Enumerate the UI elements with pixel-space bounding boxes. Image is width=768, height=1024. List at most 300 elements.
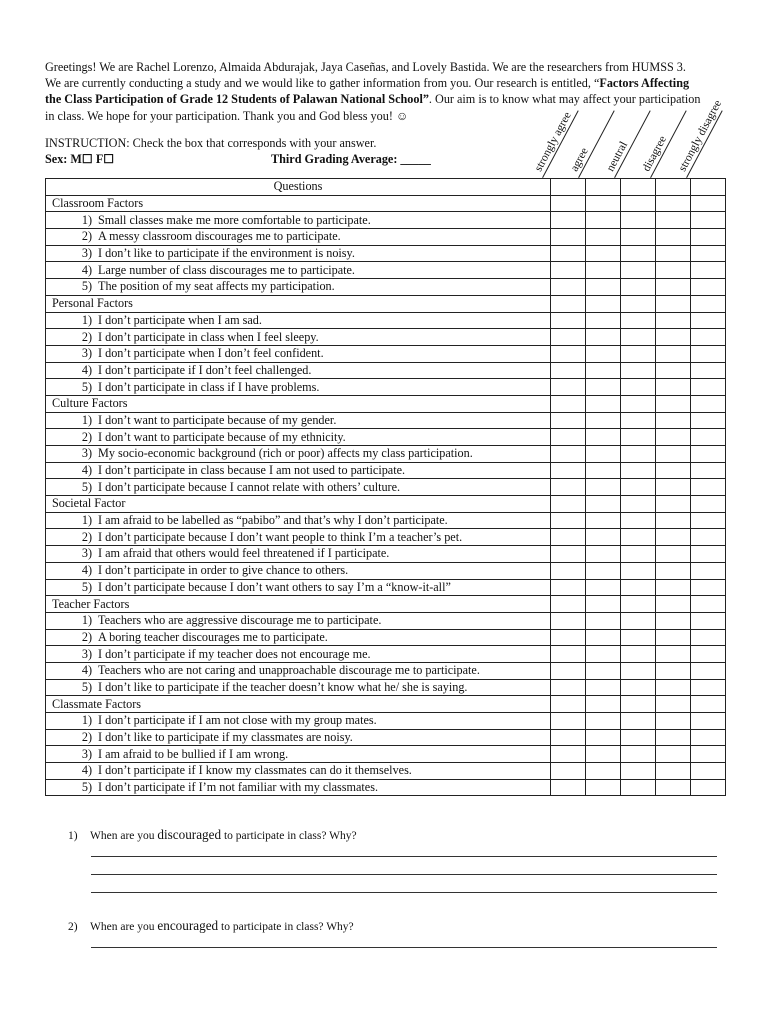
check-box[interactable] <box>621 746 656 763</box>
check-box[interactable] <box>621 245 656 262</box>
question-text: I am afraid that others would feel threatened if I participate. <box>98 546 390 561</box>
intro-line: Greetings! We are Rachel Lorenzo, Almaida Abdurajak, Jaya Caseñas, and Lovely Bastida. We are the researchers from HUMSS 3. <box>45 60 686 74</box>
column-header-cell <box>691 179 726 196</box>
check-box[interactable] <box>621 496 656 513</box>
check-box[interactable] <box>586 629 621 646</box>
column-header-cell <box>586 179 621 196</box>
section-row <box>46 496 726 513</box>
check-box[interactable] <box>656 679 691 696</box>
check-box[interactable] <box>656 412 691 429</box>
answer-line[interactable] <box>91 892 717 893</box>
check-box[interactable] <box>621 446 656 463</box>
question-row <box>46 462 726 479</box>
check-box[interactable] <box>656 763 691 780</box>
question-cell <box>46 562 551 579</box>
question-row <box>46 262 726 279</box>
check-box[interactable] <box>621 195 656 212</box>
check-box[interactable] <box>586 229 621 246</box>
check-box[interactable] <box>551 395 586 412</box>
check-box[interactable] <box>691 245 726 262</box>
check-box[interactable] <box>586 679 621 696</box>
check-box[interactable] <box>656 212 691 229</box>
question-cell <box>46 612 551 629</box>
check-box[interactable] <box>691 496 726 513</box>
check-box[interactable] <box>691 229 726 246</box>
check-box[interactable] <box>621 662 656 679</box>
check-box[interactable] <box>691 395 726 412</box>
check-box[interactable] <box>621 546 656 563</box>
sex-checkboxes[interactable]: Sex: M☐ F☐ <box>45 152 115 166</box>
question-row <box>46 779 726 796</box>
question-cell <box>46 345 551 362</box>
likert-table <box>45 178 726 796</box>
check-box[interactable] <box>621 579 656 596</box>
question-number: 4) <box>81 463 92 478</box>
check-box[interactable] <box>621 262 656 279</box>
intro-line: in class. We hope for your participation. Thank you and God bless you! ☺ <box>45 108 409 123</box>
check-box[interactable] <box>691 279 726 296</box>
question-row <box>46 679 726 696</box>
check-box[interactable] <box>586 279 621 296</box>
question-number: 5) <box>81 780 92 795</box>
question-number: 4) <box>81 262 92 277</box>
question-text: A boring teacher discourages me to participate. <box>98 629 328 644</box>
check-box[interactable] <box>551 379 586 396</box>
question-cell <box>46 379 551 396</box>
check-box[interactable] <box>551 345 586 362</box>
check-box[interactable] <box>656 345 691 362</box>
check-box[interactable] <box>586 329 621 346</box>
open-question-text: to participate in class? Why? <box>218 921 354 933</box>
check-box[interactable] <box>691 646 726 663</box>
check-box[interactable] <box>621 279 656 296</box>
check-box[interactable] <box>586 345 621 362</box>
check-box[interactable] <box>656 512 691 529</box>
open-question <box>68 918 354 934</box>
question-number: 2) <box>81 629 92 644</box>
question-cell <box>46 446 551 463</box>
question-row <box>46 229 726 246</box>
question-cell <box>46 279 551 296</box>
check-box[interactable] <box>691 479 726 496</box>
check-box[interactable] <box>586 512 621 529</box>
check-box[interactable] <box>656 262 691 279</box>
check-box[interactable] <box>551 679 586 696</box>
check-box[interactable] <box>551 596 586 613</box>
check-box[interactable] <box>656 779 691 796</box>
check-box[interactable] <box>586 412 621 429</box>
check-box[interactable] <box>691 696 726 713</box>
check-box[interactable] <box>621 713 656 730</box>
check-box[interactable] <box>621 212 656 229</box>
check-box[interactable] <box>656 295 691 312</box>
question-cell <box>46 579 551 596</box>
check-box[interactable] <box>691 729 726 746</box>
check-box[interactable] <box>621 329 656 346</box>
question-number: 3) <box>81 546 92 561</box>
check-box[interactable] <box>691 596 726 613</box>
question-text: A messy classroom discourages me to participate. <box>98 229 341 244</box>
column-header-cell <box>656 179 691 196</box>
check-box[interactable] <box>551 779 586 796</box>
check-box[interactable] <box>551 696 586 713</box>
check-box[interactable] <box>586 696 621 713</box>
check-box[interactable] <box>621 596 656 613</box>
check-box[interactable] <box>656 362 691 379</box>
question-number: 3) <box>81 746 92 761</box>
check-box[interactable] <box>691 746 726 763</box>
question-number: 2) <box>81 229 92 244</box>
check-box[interactable] <box>586 295 621 312</box>
check-box[interactable] <box>691 779 726 796</box>
check-box[interactable] <box>586 312 621 329</box>
question-row <box>46 713 726 730</box>
check-box[interactable] <box>656 579 691 596</box>
question-number: 1) <box>81 412 92 427</box>
question-cell <box>46 646 551 663</box>
check-box[interactable] <box>621 696 656 713</box>
question-cell <box>46 779 551 796</box>
intro-text: . Our aim is to know what may affect your participation <box>428 92 701 107</box>
question-cell <box>46 462 551 479</box>
question-text: I don’t participate when I am sad. <box>98 312 262 327</box>
question-row <box>46 512 726 529</box>
section-title: Personal Factors <box>46 295 551 312</box>
check-box[interactable] <box>586 596 621 613</box>
question-text: My socio-economic background (rich or poor) affects my class participation. <box>98 446 473 461</box>
question-number: 5) <box>81 279 92 294</box>
question-text: I don’t participate because I don’t want people to think I’m a teacher’s pet. <box>98 529 463 544</box>
check-box[interactable] <box>621 345 656 362</box>
check-box[interactable] <box>551 329 586 346</box>
question-cell <box>46 746 551 763</box>
check-box[interactable] <box>691 345 726 362</box>
question-row <box>46 763 726 780</box>
check-box[interactable] <box>656 596 691 613</box>
check-box[interactable] <box>551 662 586 679</box>
table-header-row <box>46 179 726 196</box>
check-box[interactable] <box>551 429 586 446</box>
check-box[interactable] <box>586 195 621 212</box>
check-box[interactable] <box>551 262 586 279</box>
check-box[interactable] <box>586 562 621 579</box>
check-box[interactable] <box>621 229 656 246</box>
check-box[interactable] <box>551 462 586 479</box>
question-row <box>46 412 726 429</box>
check-box[interactable] <box>656 746 691 763</box>
question-row <box>46 746 726 763</box>
check-box[interactable] <box>656 195 691 212</box>
section-row <box>46 195 726 212</box>
check-box[interactable] <box>586 579 621 596</box>
check-box[interactable] <box>551 195 586 212</box>
check-box[interactable] <box>551 562 586 579</box>
question-row <box>46 329 726 346</box>
question-text: I don’t participate if I don’t feel challenged. <box>98 362 312 377</box>
check-box[interactable] <box>656 546 691 563</box>
research-title: Factors Affecting <box>599 76 690 91</box>
question-text: I don’t participate because I don’t want others to say I’m a “know-it-all” <box>98 579 451 594</box>
check-box[interactable] <box>586 662 621 679</box>
question-text: I don’t want to participate because of my gender. <box>98 412 337 427</box>
question-row <box>46 729 726 746</box>
check-box[interactable] <box>691 212 726 229</box>
check-box[interactable] <box>551 446 586 463</box>
check-box[interactable] <box>656 629 691 646</box>
question-text: I don’t participate in class if I have problems. <box>98 379 320 394</box>
check-box[interactable] <box>586 746 621 763</box>
question-text: I don’t participate if I am not close with my group mates. <box>98 713 377 728</box>
intro-line <box>45 91 735 107</box>
question-text: Large number of class discourages me to participate. <box>98 262 355 277</box>
check-box[interactable] <box>656 612 691 629</box>
check-box[interactable] <box>656 562 691 579</box>
check-box[interactable] <box>656 429 691 446</box>
column-header-label: agree <box>567 104 615 178</box>
check-box[interactable] <box>691 579 726 596</box>
check-box[interactable] <box>656 329 691 346</box>
check-box[interactable] <box>586 496 621 513</box>
answer-line[interactable] <box>91 947 717 948</box>
question-cell <box>46 662 551 679</box>
check-box[interactable] <box>551 295 586 312</box>
question-cell <box>46 546 551 563</box>
check-box[interactable] <box>551 496 586 513</box>
column-header-label: strongly agree <box>531 104 579 178</box>
question-number: 4) <box>81 563 92 578</box>
check-box[interactable] <box>656 713 691 730</box>
question-cell <box>46 479 551 496</box>
section-title: Culture Factors <box>46 395 551 412</box>
question-number: 3) <box>81 646 92 661</box>
check-box[interactable] <box>656 395 691 412</box>
check-box[interactable] <box>656 279 691 296</box>
check-box[interactable] <box>551 229 586 246</box>
question-cell <box>46 629 551 646</box>
open-question-text: When are you <box>90 921 158 933</box>
check-box[interactable] <box>586 262 621 279</box>
check-box[interactable] <box>656 462 691 479</box>
check-box[interactable] <box>621 729 656 746</box>
check-box[interactable] <box>621 362 656 379</box>
check-box[interactable] <box>586 529 621 546</box>
check-box[interactable] <box>621 429 656 446</box>
check-box[interactable] <box>656 379 691 396</box>
column-header-cell <box>621 179 656 196</box>
question-row <box>46 629 726 646</box>
check-box[interactable] <box>586 462 621 479</box>
intro-line <box>45 75 735 91</box>
question-number: 4) <box>81 362 92 377</box>
question-row <box>46 562 726 579</box>
check-box[interactable] <box>656 446 691 463</box>
check-box[interactable] <box>586 729 621 746</box>
check-box[interactable] <box>656 529 691 546</box>
check-box[interactable] <box>551 479 586 496</box>
check-box[interactable] <box>656 312 691 329</box>
check-box[interactable] <box>656 646 691 663</box>
check-box[interactable] <box>691 362 726 379</box>
check-box[interactable] <box>551 546 586 563</box>
check-box[interactable] <box>551 763 586 780</box>
check-box[interactable] <box>621 562 656 579</box>
check-box[interactable] <box>586 646 621 663</box>
check-box[interactable] <box>691 262 726 279</box>
question-cell <box>46 212 551 229</box>
question-row <box>46 345 726 362</box>
check-box[interactable] <box>586 212 621 229</box>
check-box[interactable] <box>586 446 621 463</box>
section-title: Teacher Factors <box>46 596 551 613</box>
check-box[interactable] <box>621 512 656 529</box>
check-box[interactable] <box>551 579 586 596</box>
check-box[interactable] <box>551 312 586 329</box>
check-box[interactable] <box>586 779 621 796</box>
question-text: I don’t participate in order to give chance to others. <box>98 563 349 578</box>
question-number: 5) <box>81 479 92 494</box>
question-row <box>46 245 726 262</box>
check-box[interactable] <box>621 629 656 646</box>
check-box[interactable] <box>691 529 726 546</box>
check-box[interactable] <box>691 446 726 463</box>
check-box[interactable] <box>551 279 586 296</box>
check-box[interactable] <box>621 612 656 629</box>
check-box[interactable] <box>691 562 726 579</box>
check-box[interactable] <box>691 379 726 396</box>
question-row <box>46 612 726 629</box>
question-row <box>46 362 726 379</box>
question-cell <box>46 429 551 446</box>
question-row <box>46 279 726 296</box>
check-box[interactable] <box>586 362 621 379</box>
answer-line[interactable] <box>91 856 717 857</box>
check-box[interactable] <box>656 479 691 496</box>
check-box[interactable] <box>551 612 586 629</box>
question-cell <box>46 245 551 262</box>
check-box[interactable] <box>621 379 656 396</box>
check-box[interactable] <box>621 395 656 412</box>
column-header-label: neutral <box>603 104 651 178</box>
question-number: 2) <box>81 529 92 544</box>
check-box[interactable] <box>656 245 691 262</box>
question-number: 3) <box>81 446 92 461</box>
check-box[interactable] <box>621 679 656 696</box>
check-box[interactable] <box>551 713 586 730</box>
check-box[interactable] <box>621 646 656 663</box>
check-box[interactable] <box>691 429 726 446</box>
check-box[interactable] <box>691 312 726 329</box>
check-box[interactable] <box>656 496 691 513</box>
question-number: 5) <box>81 379 92 394</box>
check-box[interactable] <box>691 713 726 730</box>
check-box[interactable] <box>586 429 621 446</box>
open-question-number: 1) <box>68 830 78 842</box>
check-box[interactable] <box>691 612 726 629</box>
question-number: 4) <box>81 663 92 678</box>
check-box[interactable] <box>621 412 656 429</box>
check-box[interactable] <box>691 763 726 780</box>
check-box[interactable] <box>551 245 586 262</box>
question-number: 2) <box>81 329 92 344</box>
check-box[interactable] <box>586 379 621 396</box>
grade-average-field[interactable]: Third Grading Average: _____ <box>271 152 431 166</box>
check-box[interactable] <box>551 512 586 529</box>
check-box[interactable] <box>656 696 691 713</box>
question-text: Small classes make me more comfortable to participate. <box>98 212 371 227</box>
check-box[interactable] <box>691 629 726 646</box>
check-box[interactable] <box>621 779 656 796</box>
section-row <box>46 295 726 312</box>
check-box[interactable] <box>551 746 586 763</box>
check-box[interactable] <box>621 312 656 329</box>
question-number: 1) <box>81 513 92 528</box>
check-box[interactable] <box>551 629 586 646</box>
check-box[interactable] <box>586 713 621 730</box>
check-box[interactable] <box>691 295 726 312</box>
check-box[interactable] <box>551 412 586 429</box>
question-cell <box>46 679 551 696</box>
check-box[interactable] <box>691 512 726 529</box>
question-number: 1) <box>81 613 92 628</box>
check-box[interactable] <box>656 229 691 246</box>
check-box[interactable] <box>691 546 726 563</box>
question-text: The position of my seat affects my participation. <box>98 279 335 294</box>
question-number: 4) <box>81 763 92 778</box>
open-question-number: 2) <box>68 921 78 933</box>
check-box[interactable] <box>551 646 586 663</box>
check-box[interactable] <box>586 763 621 780</box>
check-box[interactable] <box>586 479 621 496</box>
question-row <box>46 429 726 446</box>
check-box[interactable] <box>551 362 586 379</box>
question-cell <box>46 412 551 429</box>
answer-line[interactable] <box>91 874 717 875</box>
question-number: 1) <box>81 312 92 327</box>
check-box[interactable] <box>621 763 656 780</box>
check-box[interactable] <box>586 395 621 412</box>
question-row <box>46 312 726 329</box>
check-box[interactable] <box>656 662 691 679</box>
question-text: I don’t participate if my teacher does not encourage me. <box>98 646 371 661</box>
check-box[interactable] <box>586 612 621 629</box>
check-box[interactable] <box>551 212 586 229</box>
check-box[interactable] <box>691 329 726 346</box>
check-box[interactable] <box>691 662 726 679</box>
check-box[interactable] <box>551 529 586 546</box>
question-text: I don’t participate in class because I am not used to participate. <box>98 463 406 478</box>
question-number: 3) <box>81 346 92 361</box>
column-header-label: disagree <box>639 104 687 178</box>
check-box[interactable] <box>621 295 656 312</box>
check-box[interactable] <box>691 679 726 696</box>
check-box[interactable] <box>551 729 586 746</box>
section-row <box>46 596 726 613</box>
question-row <box>46 646 726 663</box>
check-box[interactable] <box>586 546 621 563</box>
check-box[interactable] <box>621 529 656 546</box>
section-row <box>46 696 726 713</box>
check-box[interactable] <box>586 245 621 262</box>
check-box[interactable] <box>691 412 726 429</box>
check-box[interactable] <box>656 729 691 746</box>
question-row <box>46 579 726 596</box>
question-text: I don’t participate if I’m not familiar with my classmates. <box>98 780 379 795</box>
check-box[interactable] <box>691 462 726 479</box>
check-box[interactable] <box>621 462 656 479</box>
question-text: Teachers who are not caring and unapproachable discourage me to participate. <box>98 663 480 678</box>
check-box[interactable] <box>691 195 726 212</box>
check-box[interactable] <box>621 479 656 496</box>
